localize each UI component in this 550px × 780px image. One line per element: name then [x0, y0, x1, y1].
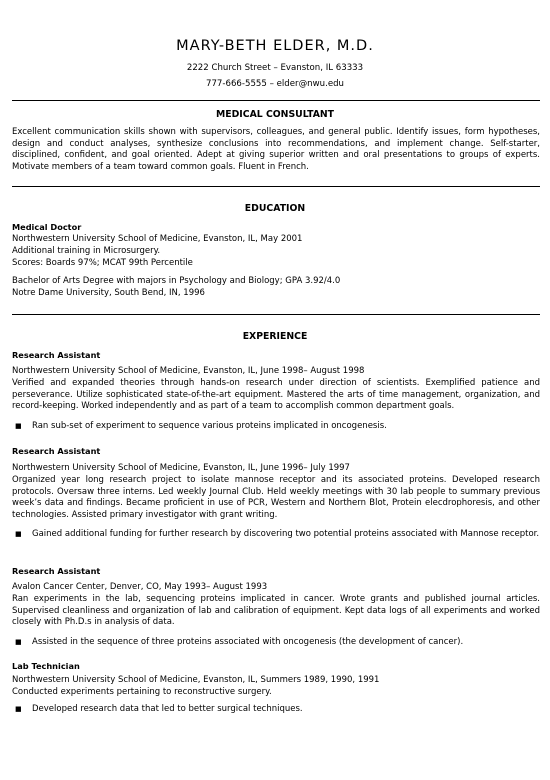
objective-title: MEDICAL CONSULTANT [215, 109, 335, 120]
bullet-text: Gained additional funding for further research by discovering two potential proteins associated with Mannose receptor. [32, 529, 540, 539]
bullet-icon: ■ [15, 530, 22, 538]
job-organization: Avalon Cancer Center, Denver, CO, May 1993– August 1993 [12, 582, 268, 592]
bullet-text: Assisted in the sequence of three proteins associated with oncogenesis (the development of cancer). [32, 637, 464, 647]
bullet-icon: ■ [15, 638, 22, 646]
job-bullet [15, 529, 540, 541]
job-title: Research Assistant [12, 566, 101, 576]
education-line: Bachelor of Arts Degree with majors in Psychology and Biology; GPA 3.92/4.0 [12, 276, 341, 286]
divider [12, 100, 540, 101]
job-description: Verified and expanded theories through hands-on research under direction of scientists. Exemplified patience and perseverance. Utilize sophisticated state-of-the-art equipment. Mastered the arts of time management, organization, and record-keeping. Worked independently and as part of a team to accomplish common department goals. [12, 378, 540, 412]
job-organization: Northwestern University School of Medicine, Evanston, IL, June 1998– August 1998 [12, 366, 365, 376]
bullet-text: Developed research data that led to better surgical techniques. [32, 704, 303, 714]
divider [12, 186, 540, 187]
contact-line: 777-666-5555 – elder@nwu.edu [205, 79, 345, 89]
objective-summary: Excellent communication skills shown with supervisors, colleagues, and general public. Identify issues, form hypotheses, design and conduct analyses, synthesize conclusions into recommendations, and implement change. Self-starter, disciplined, confident, and goal oriented. Adept at giving superior written and oral presentations to groups of experts. Motivate members of a team toward common goals. Fluent in French. [12, 127, 540, 172]
education-line: Notre Dame University, South Bend, IN, 1996 [12, 288, 205, 298]
divider [12, 314, 540, 315]
job-bullet [15, 704, 540, 716]
job-organization: Northwestern University School of Medicine, Evanston, IL, June 1996– July 1997 [12, 463, 350, 473]
address-line: 2222 Church Street – Evanston, IL 63333 [186, 63, 364, 73]
experience-title: EXPERIENCE [242, 331, 308, 342]
education-line: Additional training in Microsurgery. [12, 246, 161, 256]
job-title: Research Assistant [12, 446, 101, 456]
job-organization: Northwestern University School of Medicine, Evanston, IL, Summers 1989, 1990, 1991 [12, 675, 380, 685]
bullet-icon: ■ [15, 705, 22, 713]
bullet-text: Ran sub-set of experiment to sequence various proteins implicated in oncogenesis. [32, 421, 387, 431]
job-bullet [15, 637, 540, 649]
education-line: Northwestern University School of Medicine, Evanston, IL, May 2001 [12, 234, 303, 244]
job-description: Conducted experiments pertaining to reconstructive surgery. [12, 687, 272, 697]
candidate-name: MARY-BETH ELDER, M.D. [176, 38, 374, 54]
education-line: Scores: Boards 97%; MCAT 99th Percentile [12, 258, 193, 268]
job-description: Organized year long research project to isolate mannose receptor and its associated proteins. Developed research protocols. Oversaw three interns. Led weekly Journal Club. Held weekly meetings with 30 lab people to summary previous week’s data and findings. Became proficient in use of PCR, Western and Northern Blot, Protein elecdrophoresis, and other technologies. Assisted primary investigator with grant writing. [12, 475, 540, 520]
education-title: EDUCATION [244, 203, 306, 214]
job-title: Research Assistant [12, 350, 101, 360]
job-bullet [15, 421, 540, 433]
job-description: Ran experiments in the lab, sequencing proteins implicated in cancer. Wrote grants and published journal articles. Supervised cleanliness and organization of lab and calibration of equipment. Kept data logs of all experiments and worked closely with Ph.D.s in analysis of data. [12, 594, 540, 628]
job-title: Lab Technician [12, 661, 80, 671]
degree-title: Medical Doctor [12, 222, 82, 232]
bullet-icon: ■ [15, 422, 22, 430]
